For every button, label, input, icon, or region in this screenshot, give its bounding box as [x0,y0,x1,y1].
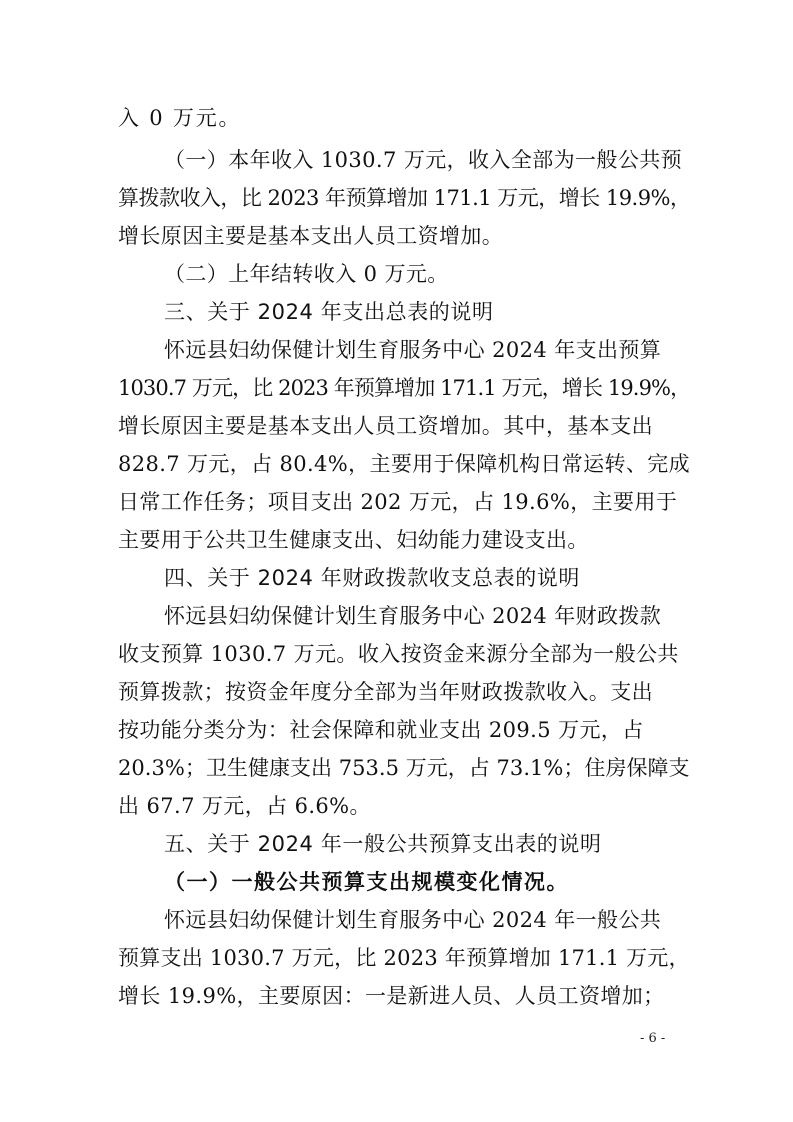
paragraph-line-7: 怀远县妇幼保健计划生育服务中心 2024 年支出预算 [164,338,662,362]
paragraph-line-1: 入 0 万元。 [118,106,242,130]
paragraph-line-14: 怀远县妇幼保健计划生育服务中心 2024 年财政拨款 [164,604,662,628]
section-heading-5: 五、关于 2024 年一般公共预算支出表的说明 [164,832,602,856]
paragraph-line-19: 出 67.7 万元，占 6.6%。 [118,794,371,818]
paragraph-line-5: （二）上年结转收入 0 万元。 [164,262,449,286]
paragraph-line-24: 增长 19.9%，主要原因：一是新进人员、人员工资增加； [118,984,665,1008]
paragraph-line-15: 收支预算 1030.7 万元。收入按资金来源分全部为一般公共 [118,642,679,666]
paragraph-line-8: 1030.7 万元，比 2023 年预算增加 171.1 万元，增长 19.9%， [118,376,691,400]
paragraph-line-17: 按功能分类分为：社会保障和就业支出 209.5 万元，占 [118,718,644,742]
subsection-heading-1: （一）一般公共预算支出规模变化情况。 [164,869,569,894]
page-number: - 6 - [640,1031,666,1046]
paragraph-line-23: 预算支出 1030.7 万元，比 2023 年预算增加 171.1 万元， [118,946,690,970]
paragraph-line-4: 增长原因主要是基本支出人员工资增加。 [118,224,504,248]
paragraph-line-18: 20.3%；卫生健康支出 753.5 万元，占 73.1%；住房保障支 [118,756,690,780]
paragraph-line-2: （一）本年收入 1030.7 万元，收入全部为一般公共预 [164,148,683,172]
paragraph-line-10: 828.7 万元，占 80.4%，主要用于保障机构日常运转、完成 [118,452,690,476]
section-heading-3: 三、关于 2024 年支出总表的说明 [164,300,494,324]
paragraph-line-16: 预算拨款；按资金年度分全部为当年财政拨款收入。支出 [118,680,653,704]
paragraph-line-9: 增长原因主要是基本支出人员工资增加。其中，基本支出 [118,414,653,438]
paragraph-line-3: 算拨款收入，比 2023 年预算增加 171.1 万元，增长 19.9%， [118,186,691,210]
section-heading-4: 四、关于 2024 年财政拨款收支总表的说明 [164,566,580,590]
paragraph-line-11: 日常工作任务；项目支出 202 万元，占 19.6%，主要用于 [118,490,678,514]
paragraph-line-12: 主要用于公共卫生健康支出、妇幼能力建设支出。 [118,528,589,552]
paragraph-line-22: 怀远县妇幼保健计划生育服务中心 2024 年一般公共 [164,908,662,932]
